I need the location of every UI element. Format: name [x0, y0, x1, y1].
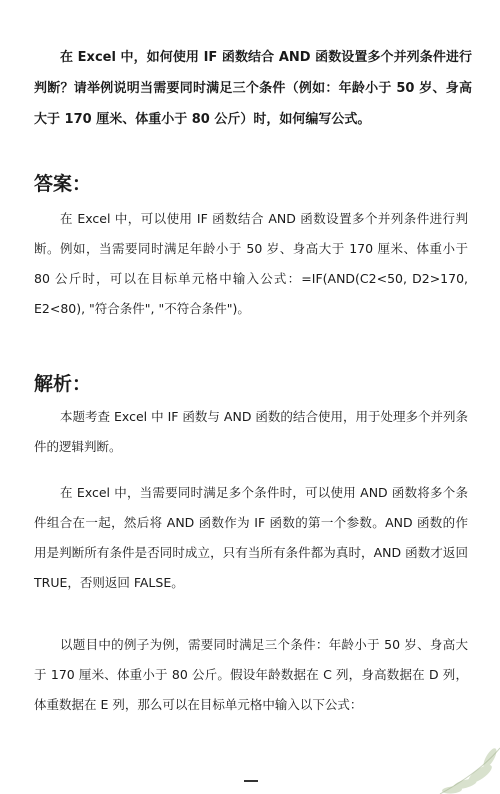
- page-divider-mark: [244, 780, 258, 782]
- analysis-paragraph-3: 以题目中的例子为例，需要同时满足三个条件：年龄小于 50 岁、身高大于 170 厘米、体重小于 80 公斤。假设年龄数据在 C 列，身高数据在 D 列，体重数据在 E 列，那么可以在目标单元格中输入以下公式：: [34, 637, 468, 712]
- answer-text: 在 Excel 中，可以使用 IF 函数结合 AND 函数设置多个并列条件进行判断。例如，当需要同时满足年龄小于 50 岁、身高大于 170 厘米、体重小于 80 公斤时，可以在目标单元格中输入公式：=IF(AND(C2<50, D2>170, E2<80), "符合条件", "不符合条件")。: [34, 211, 468, 316]
- analysis-paragraph-2: 在 Excel 中，当需要同时满足多个条件时，可以使用 AND 函数将多个条件组合在一起，然后将 AND 函数作为 IF 函数的第一个参数。AND 函数的作用是判断所有条件是否同时成立，只有当所有条件都为真时，AND 函数才返回 TRUE，否则返回 FALSE。: [34, 485, 468, 590]
- leaf-decoration-icon: [410, 734, 500, 794]
- analysis-paragraph-1: 本题考查 Excel 中 IF 函数与 AND 函数的结合使用，用于处理多个并列条件的逻辑判断。: [34, 409, 468, 454]
- analysis-heading: 解析：: [34, 373, 92, 395]
- answer-heading: 答案：: [34, 173, 92, 195]
- question-text: 在 Excel 中，如何使用 IF 函数结合 AND 函数设置多个并列条件进行判断？请举例说明当需要同时满足三个条件（例如：年龄小于 50 岁、身高大于 170 厘米、体重小于 80 公斤）时，如何编写公式。: [34, 50, 472, 127]
